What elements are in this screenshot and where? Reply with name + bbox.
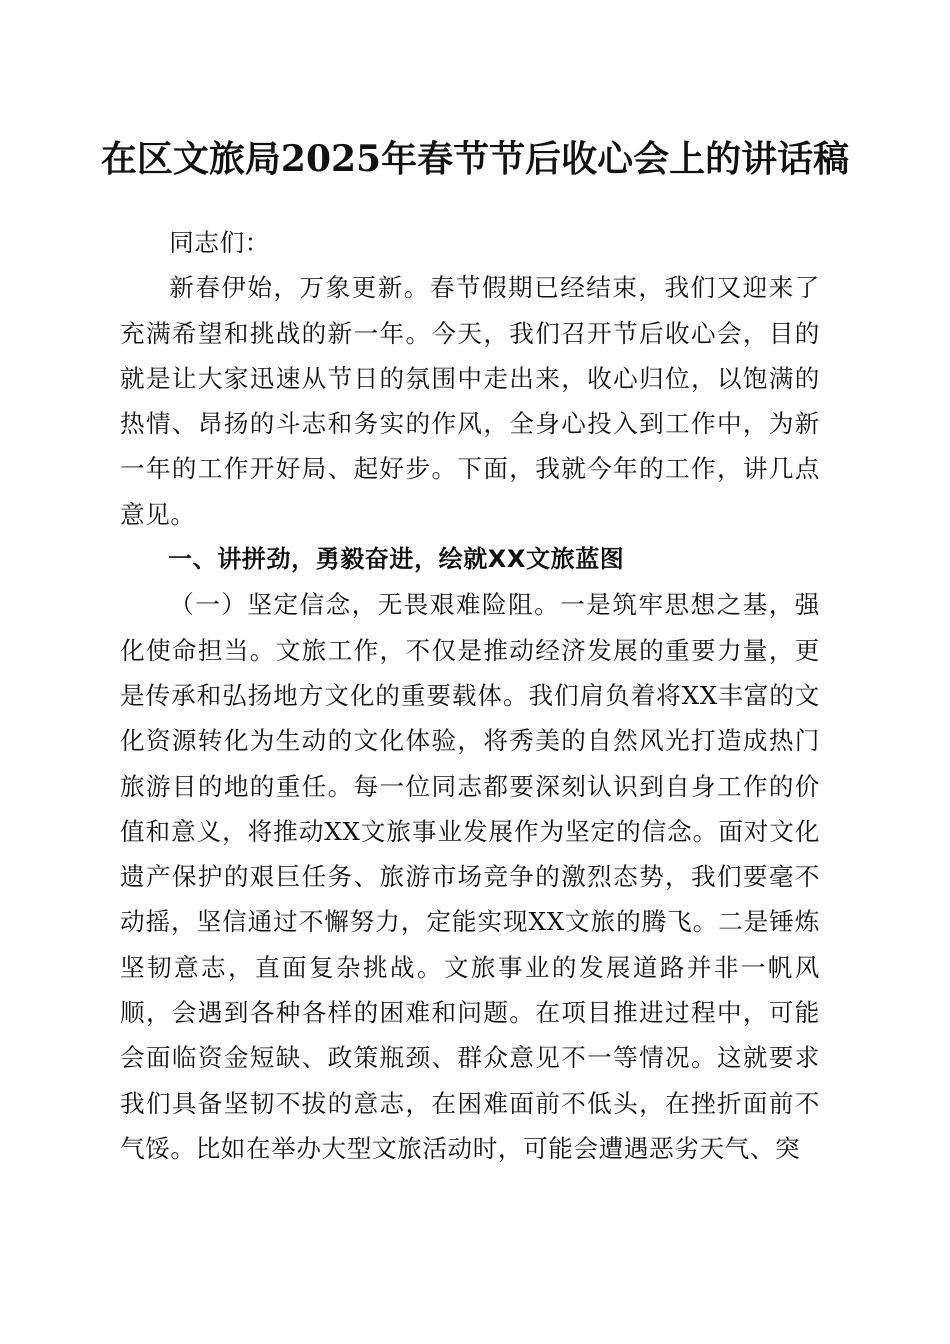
section-paragraph: （一）坚定信念，无畏艰难险阻。一是筑牢思想之基，强化使命担当。文旅工作，不仅是推动经济发展的重要力量，更是传承和弘扬地方文化的重要载体。我们肩负着将XX丰富的文化资源转化为生动的文化体验，将秀美的自然风光打造成热门旅游目的地的重任。每一位同志都要深刻认识到自身工作的价值和意义，将推动XX文旅事业发展作为坚定的信念。面对文化遗产保护的艰巨任务、旅游市场竞争的激烈态势，我们要毫不动摇，坚信通过不懈努力，定能实现XX文旅的腾飞。二是锤炼坚韧意志，直面复杂挑战。文旅事业的发展道路并非一帆风顺，会遇到各种各样的困难和问题。在项目推进过程中，可能会面临资金短缺、政策瓶颈、群众意见不一等情况。这就要求我们具备坚韧不拔的意志，在困难面前不低头，在挫折面前不气馁。比如在举办大型文旅活动时，可能会遭遇恶劣天气、突 [120, 590, 820, 1163]
intro-paragraph: 新春伊始，万象更新。春节假期已经结束，我们又迎来了充满希望和挑战的新一年。今天，我们召开节后收心会，目的就是让大家迅速从节日的氛围中走出来，收心归位，以饱满的热情、昂扬的斗志和务实的作风，全身心投入到工作中，为新一年的工作开好局、起好步。下面，我就今年的工作，讲几点意见。 [120, 273, 820, 529]
document-body [120, 220, 820, 1171]
document-title: 在区文旅局2025年春节节后收心会上的讲话稿 [100, 138, 850, 180]
section-heading: 一、讲拼劲，勇毅奋进，绘就XX文旅蓝图 [168, 545, 625, 574]
salutation: 同志们： [169, 228, 270, 257]
